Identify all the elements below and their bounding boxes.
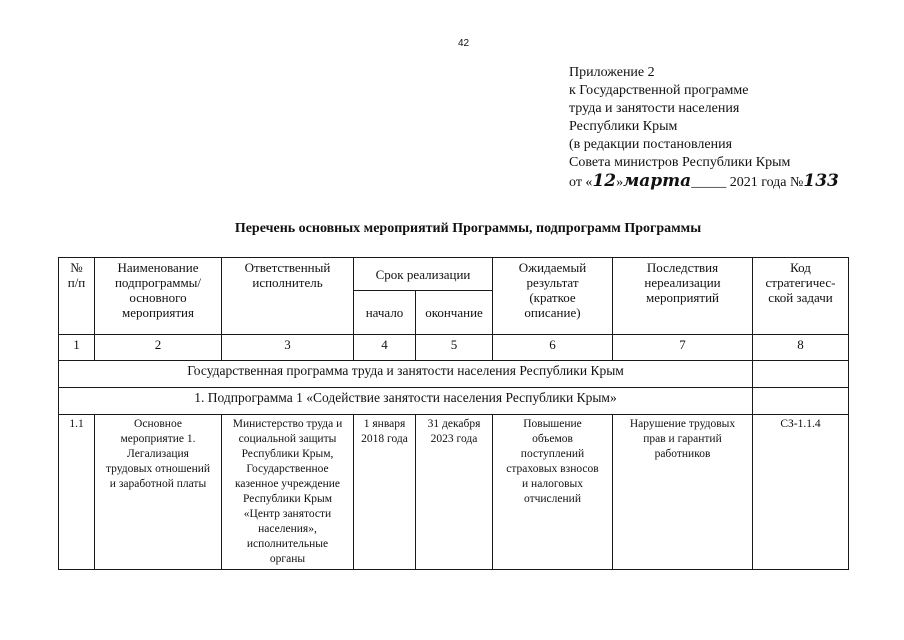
appendix-block bbox=[569, 64, 839, 192]
empty-cell bbox=[753, 388, 849, 415]
row-end: 31 декабря 2023 года bbox=[416, 415, 493, 570]
column-number: 2 bbox=[95, 335, 222, 361]
date-separator: » bbox=[616, 175, 624, 190]
program-title: Государственная программа труда и занятости населения Республики Крым bbox=[59, 361, 753, 388]
date-prefix: от « bbox=[569, 175, 593, 190]
empty-cell bbox=[753, 361, 849, 388]
header-start: начало bbox=[354, 291, 416, 335]
header-result: Ожидаемый результат (краткое описание) bbox=[493, 258, 613, 335]
row-code: СЗ-1.1.4 bbox=[753, 415, 849, 570]
header-consequences: Последствия нереализации мероприятий bbox=[613, 258, 753, 335]
column-number: 3 bbox=[222, 335, 354, 361]
document-title: Перечень основных мероприятий Программы, подпрограмм Программы bbox=[234, 221, 702, 236]
appendix-line: Приложение 2 bbox=[569, 65, 655, 80]
decree-number-handwritten: 133 bbox=[803, 171, 839, 191]
subprogram-title: 1. Подпрограмма 1 «Содействие занятости населения Республики Крым» bbox=[59, 388, 753, 415]
table-row bbox=[59, 415, 849, 570]
header-num: № п/п bbox=[59, 258, 95, 335]
header-row bbox=[59, 258, 849, 291]
header-term: Срок реализации bbox=[354, 258, 493, 291]
column-number: 8 bbox=[753, 335, 849, 361]
date-blank: _____ bbox=[691, 175, 727, 190]
program-title-row bbox=[59, 361, 849, 388]
column-number: 6 bbox=[493, 335, 613, 361]
date-month-handwritten: марта bbox=[623, 171, 692, 191]
row-name: Основное мероприятие 1. Легализация трудовых отношений и заработной платы bbox=[95, 415, 222, 570]
header-code: Код стратегичес- ской задачи bbox=[753, 258, 849, 335]
row-start: 1 января 2018 года bbox=[354, 415, 416, 570]
column-number: 1 bbox=[59, 335, 95, 361]
measures-table bbox=[58, 257, 849, 570]
row-consequences: Нарушение трудовых прав и гарантий работников bbox=[613, 415, 753, 570]
column-number-row bbox=[59, 335, 849, 361]
column-number: 5 bbox=[416, 335, 493, 361]
header-end: окончание bbox=[416, 291, 493, 335]
date-year: 2021 года № bbox=[726, 175, 804, 190]
column-number: 4 bbox=[354, 335, 416, 361]
header-executor: Ответственный исполнитель bbox=[222, 258, 354, 335]
appendix-line: к Государственной программе bbox=[569, 83, 749, 98]
decree-date-line bbox=[569, 172, 839, 192]
subprogram-title-row bbox=[59, 388, 849, 415]
appendix-line: Совета министров Республики Крым bbox=[569, 155, 791, 170]
date-day-handwritten: 12 bbox=[592, 171, 617, 191]
appendix-line: Республики Крым bbox=[569, 119, 678, 134]
row-result: Повышение объемов поступлений страховых взносов и налоговых отчислений bbox=[493, 415, 613, 570]
header-name: Наименование подпрограммы/ основного мероприятия bbox=[95, 258, 222, 335]
column-number: 7 bbox=[613, 335, 753, 361]
row-executor: Министерство труда и социальной защиты Республики Крым, Государственное казенное учреждение Республики Крым «Центр занятости населения», исполнительные органы bbox=[222, 415, 354, 570]
appendix-line: труда и занятости населения bbox=[569, 101, 740, 116]
page-number: 42 bbox=[458, 38, 470, 49]
row-num: 1.1 bbox=[59, 415, 95, 570]
appendix-line: (в редакции постановления bbox=[569, 137, 733, 152]
